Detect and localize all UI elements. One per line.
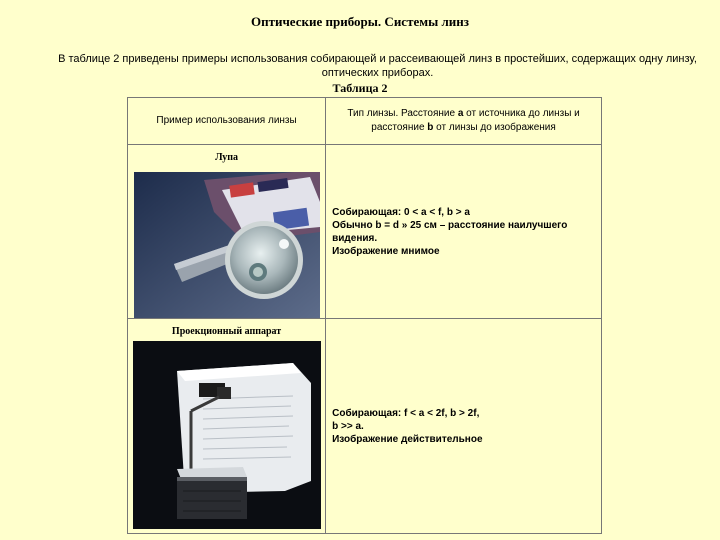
magnifier-description: Собирающая: 0 < a < f, b > a Обычно b = d » 25 см – расстояние наилучшего видения. Изображение мнимое (326, 145, 602, 319)
magnifier-photo (134, 172, 320, 318)
lens-table (127, 97, 602, 534)
magnifier-cell (128, 145, 326, 319)
table-caption: Таблица 2 (332, 81, 388, 95)
table-header-row (128, 98, 602, 145)
projector-description: Собирающая: f < a < 2f, b > 2f, b >> a. Изображение действительное (326, 319, 602, 534)
header-example: Пример использования линзы (128, 98, 326, 145)
projector-photo (133, 341, 321, 529)
intro-paragraph: В таблице 2 приведены примеры использования собирающей и рассеивающей линз в простейших, содержащих одну линзу, оптических приборах. (58, 53, 697, 79)
table-row (128, 145, 602, 319)
page-title: Оптические приборы. Системы линз (251, 14, 469, 29)
header-lens-type: Тип линзы. Расстояние a от источника до линзы и расстояние b от линзы до изображения (326, 98, 602, 145)
table-row (128, 319, 602, 534)
row-name: Лупа (215, 152, 239, 163)
row-name: Проекционный аппарат (171, 326, 282, 337)
projector-cell (128, 319, 326, 534)
